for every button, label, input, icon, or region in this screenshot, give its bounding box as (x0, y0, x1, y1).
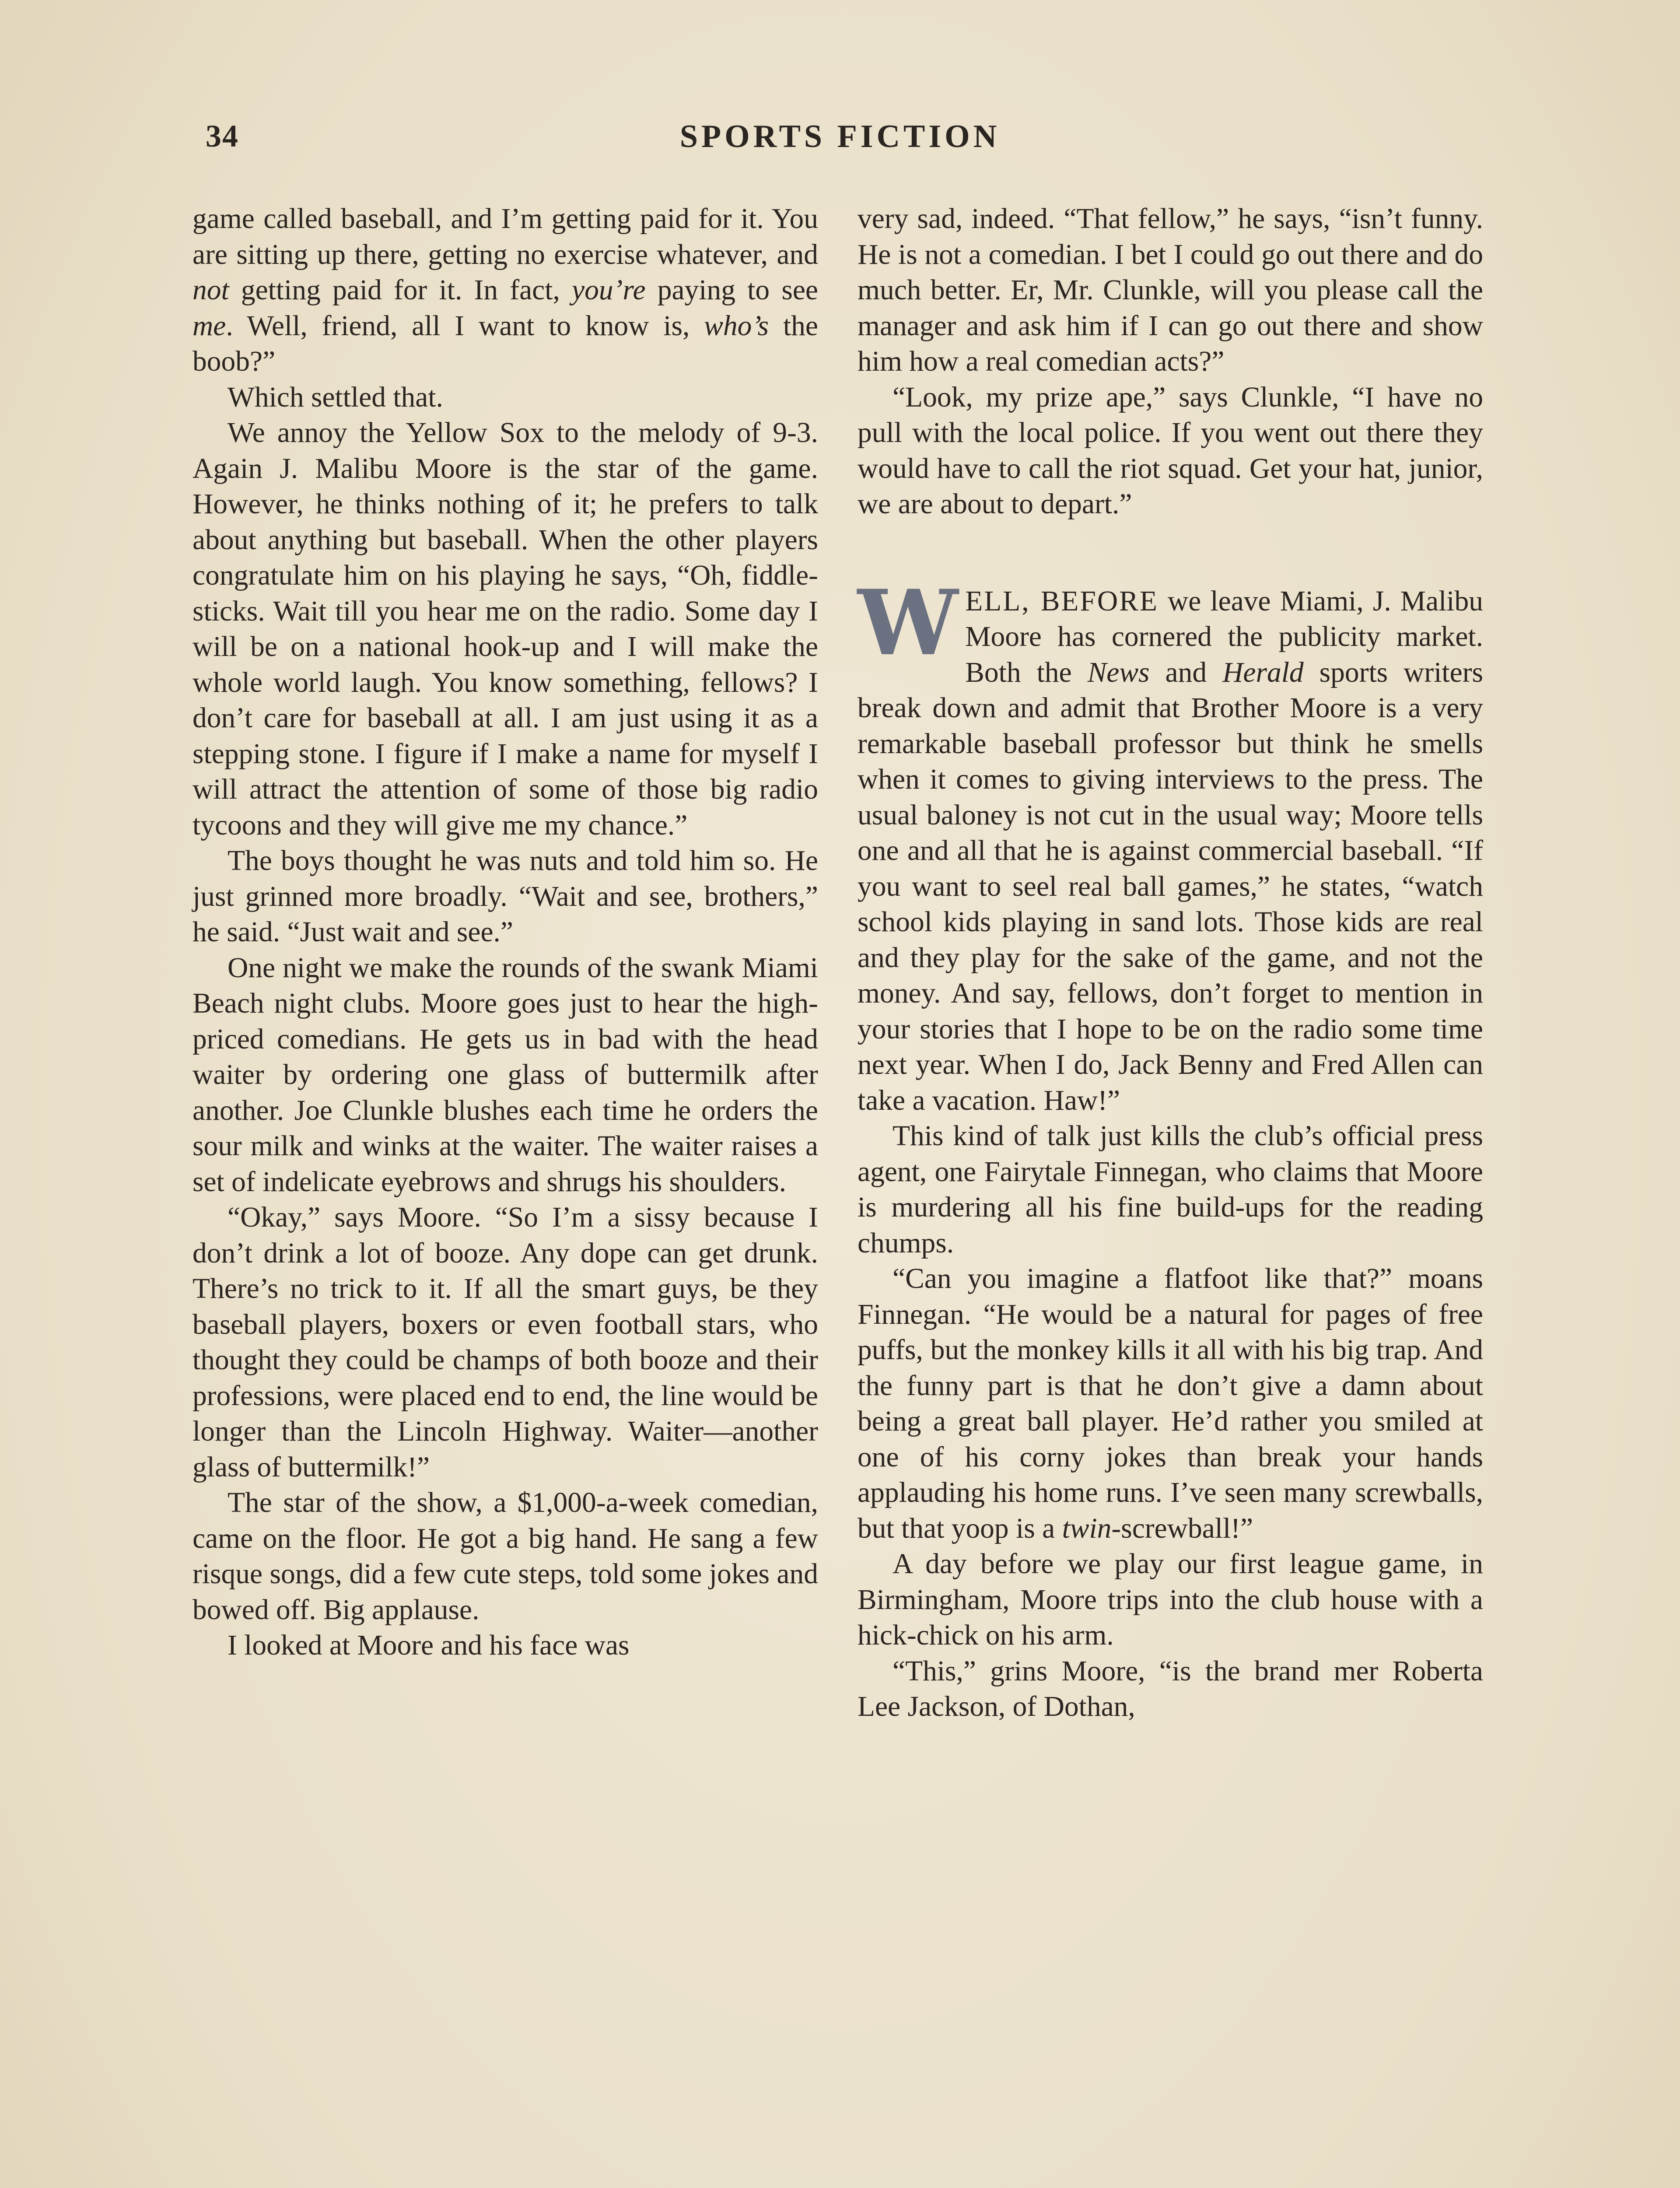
paragraph: A day before we play our first league game, in Birmingham, Moore trips into the club house with a hick-chick on his arm. (858, 1548, 1483, 1651)
right-column (858, 201, 1483, 1725)
left-column (192, 201, 818, 1664)
paragraph: One night we make the rounds of the swank Miami Beach night clubs. Moore goes just to hear the high-priced comedians. He gets us in bad with the head waiter by ordering one glass of buttermilk after another. Joe Clunkle blushes each time he orders the sour milk and winks at the waiter. The waiter raises a set of indelicate eyebrows and shrugs his shoulders. (192, 952, 818, 1198)
paragraph: “This,” grins Moore, “is the brand mer Roberta Lee Jackson, of Dothan, (858, 1655, 1483, 1722)
paragraph: WELL, BEFORE we leave Miami, J. Malibu Moore has cornered the publicity market. Both the News and Herald sports writers break down and admit that Brother Moore is a very remarkable baseball professor but think he smells when it comes to giving interviews to the press. The usual baloney is not cut in the usual way; Moore tells one and all that he is against commercial baseball. “If you want to seel real ball games,” he states, “watch school kids playing in sand lots. Those kids are real and they play for the sake of the game, and not the money. And say, fellows, don’t forget to mention in your stories that I hope to be on the radio some time next year. When I do, Jack Benny and Fred Allen can take a vacation. Haw!” (858, 570, 1484, 1116)
running-title: SPORTS FICTION (679, 119, 1001, 154)
page-header (192, 118, 1488, 166)
paragraph: game called baseball, and I’m getting paid for it. You are sitting up there, getting no exercise whatever, and not getting paid for it. In fact, you’re paying to see me. Well, friend, all I want to know is, who’s the boob?” (192, 203, 818, 377)
paragraph: This kind of talk just kills the club’s official press agent, one Fairytale Finnegan, who claims that Moore is murdering all his fine build-ups for the reading chumps. (858, 1120, 1483, 1259)
page-number: 34 (206, 119, 239, 154)
paragraph: I looked at Moore and his face was (228, 1630, 630, 1661)
paragraph: Which settled that. (228, 381, 443, 413)
paragraph: The boys thought he was nuts and told him so. He just grinned more broadly. “Wait and see, brothers,” he said. “Just wait and see.” (192, 845, 818, 948)
paragraph: We annoy the Yellow Sox to the melody of 9-3. Again J. Malibu Moore is the star of the game. However, he thinks nothing of it; he prefers to talk about anything but baseball. When the other players congratulate him on his playing he says, “Oh, fiddle-sticks. Wait till you hear me on the radio. Some day I will be on a national hook-up and I will make the whole world laugh. You know something, fellows? I don’t care for baseball at all. I am just using it as a stepping stone. I figure if I make a name for myself I will attract the attention of some of those big radio tycoons and they will give me my chance.” (192, 417, 818, 841)
paragraph: “Okay,” says Moore. “So I’m a sissy because I don’t drink a lot of booze. Any dope can get drunk. There’s no trick to it. If all the smart guys, be they baseball players, boxers or even football stars, who thought they could be champs of both booze and their professions, were placed end to end, the line would be longer than the Lincoln Highway. Waiter—another glass of buttermilk!” (192, 1202, 818, 1483)
drop-cap: W (858, 570, 959, 676)
paragraph: “Look, my prize ape,” says Clunkle, “I have no pull with the local police. If you went out there they would have to call the riot squad. Get your hat, junior, we are about to depart.” (858, 381, 1483, 520)
paragraph: The star of the show, a $1,000-a-week comedian, came on the floor. He got a big hand. He sang a few risque songs, did a few cute steps, told some jokes and bowed off. Big applause. (192, 1487, 818, 1626)
paragraph: very sad, indeed. “That fellow,” he says, “isn’t funny. He is not a comedian. I bet I could go out there and do much better. Er, Mr. Clunkle, will you please call the manager and ask him if I can go out there and show him how a real comedian acts?” (858, 203, 1483, 377)
paragraph: “Can you imagine a flatfoot like that?” moans Finnegan. “He would be a natural for pages of free puffs, but the monkey kills it all with his big trap. And the funny part is that he don’t give a damn about being a great ball player. He’d rather you smiled at one of his corny jokes than break your hands applauding his home runs. I’ve seen many screwballs, but that yoop is a twin-screwball!” (858, 1263, 1483, 1544)
